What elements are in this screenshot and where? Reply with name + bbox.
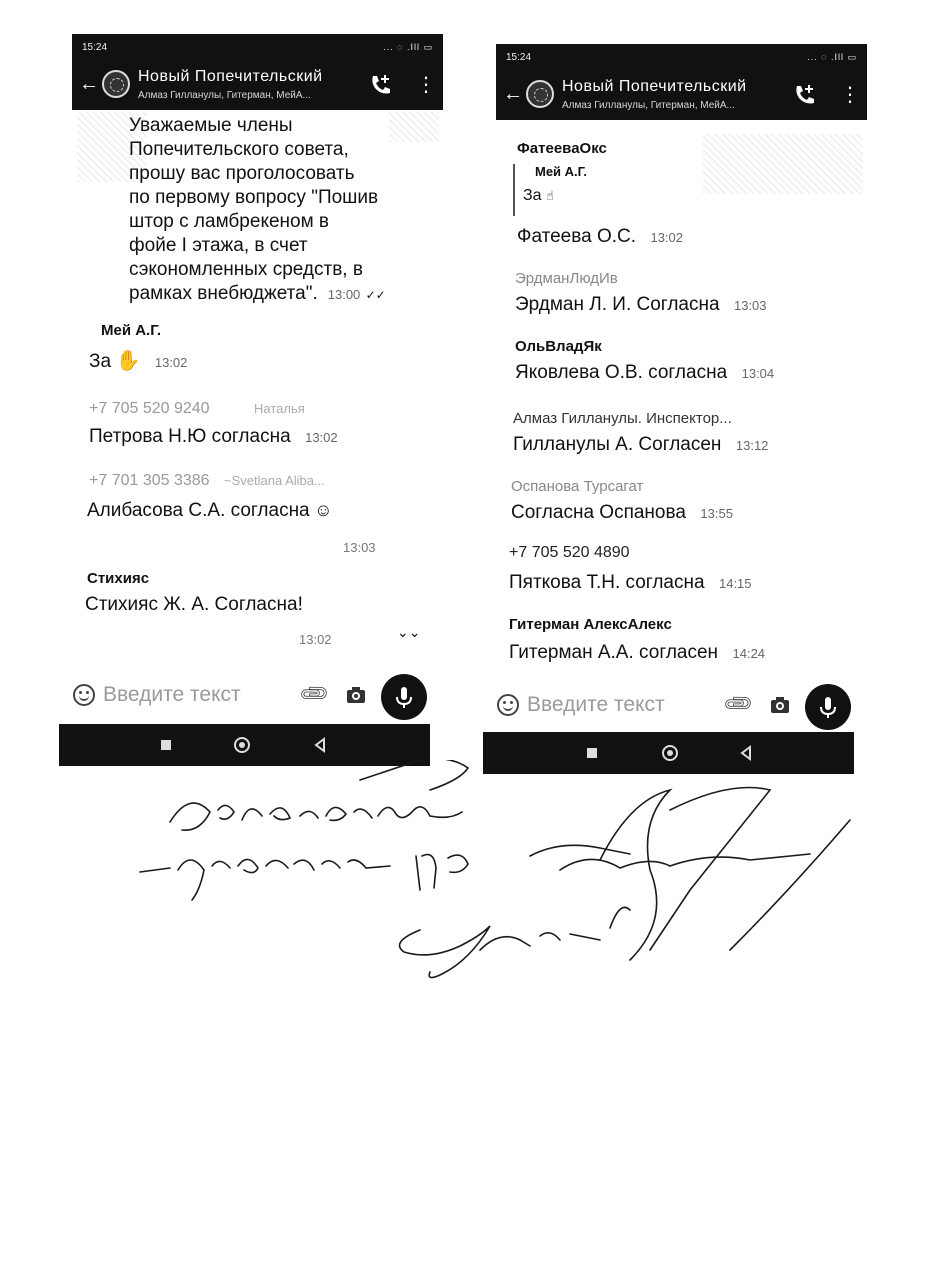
scan-noise (703, 134, 863, 194)
quote-text: За (523, 187, 542, 204)
back-triangle-icon[interactable] (311, 736, 329, 754)
message-bubble[interactable] (509, 616, 672, 633)
home-icon[interactable] (233, 736, 251, 754)
message-time: 13:03 (733, 298, 767, 313)
mic-button[interactable] (381, 674, 427, 720)
message-line: фойе I этажа, в счет (129, 235, 308, 256)
chat-title[interactable]: Новый Попечительский (138, 68, 323, 85)
sender-name: ФатееваОкс (517, 140, 607, 157)
message-body (513, 434, 768, 456)
quoted-reply[interactable] (513, 164, 587, 216)
emoji-icon: ☺ (314, 500, 333, 520)
message-body (509, 572, 752, 594)
message-body (85, 594, 303, 616)
message-list (483, 124, 867, 684)
message-text: Гилланулы А. Согласен (513, 434, 722, 455)
sender-name: Алмаз Гилланулы. Инспектор... (513, 410, 732, 427)
message-body (515, 294, 767, 316)
message-text: Яковлева О.В. согласна (515, 362, 728, 383)
sender-name: Мей А.Г. (101, 322, 162, 339)
read-ticks-icon: ✓✓ (365, 288, 386, 302)
message-bubble[interactable] (509, 544, 630, 562)
message-list (59, 112, 443, 672)
message-text: Согласна Оспанова (511, 502, 686, 523)
handwritten-signature (130, 760, 870, 990)
sender-name: Гитерман АлексАлекс (509, 616, 672, 633)
message-time: 13:00 (327, 287, 361, 302)
chat-title[interactable]: Новый Попечительский (562, 78, 747, 95)
add-call-icon[interactable] (792, 82, 818, 108)
message-bubble[interactable] (87, 570, 149, 587)
input-bar (59, 674, 443, 726)
message-bubble[interactable] (89, 472, 325, 490)
message-bubble[interactable] (129, 114, 429, 307)
more-vert-icon[interactable]: ⋮ (840, 84, 860, 106)
message-bubble[interactable] (101, 322, 161, 339)
message-line: рамках внебюджета". (129, 283, 318, 304)
chat-header (496, 70, 867, 120)
message-text: Фатеева О.С. (517, 226, 637, 247)
chat-header (72, 60, 443, 110)
sender-name: Оспанова Турсагат (511, 478, 644, 495)
message-line: по первому вопросу "Пошив (129, 187, 379, 208)
emoji-icon[interactable] (497, 694, 519, 716)
message-text: Алибасова С.А. согласна (87, 500, 310, 521)
pointing-up-icon: ☝ (546, 188, 554, 203)
message-body (511, 502, 733, 524)
message-text: Гитерман А.А. согласен (509, 642, 719, 663)
sender-phone: +7 705 520 4890 (509, 544, 630, 561)
raised-hand-icon: ✋ (115, 350, 141, 372)
message-body (89, 426, 338, 448)
message-body (509, 642, 765, 664)
message-text: Эрдман Л. И. Согласна (515, 294, 720, 315)
status-time: 15:24 (82, 41, 108, 53)
more-vert-icon[interactable]: ⋮ (416, 74, 436, 96)
status-bar (496, 44, 867, 70)
message-bubble[interactable] (517, 140, 607, 157)
message-input[interactable] (103, 680, 283, 710)
back-arrow-icon[interactable]: ← (503, 83, 523, 105)
scroll-down-icon[interactable]: ⌄⌄ (397, 624, 421, 640)
sender-phone: +7 701 305 3386 (89, 472, 210, 489)
message-bubble[interactable] (515, 270, 618, 287)
emoji-icon[interactable] (73, 684, 95, 706)
message-bubble[interactable] (511, 478, 643, 495)
message-time: 13:02 (650, 230, 684, 245)
message-body (87, 500, 332, 522)
message-time: 13:02 (305, 430, 338, 445)
chat-screenshot-right (483, 44, 867, 776)
mic-icon (805, 684, 851, 730)
message-line: сэкономленных средств, в (129, 259, 363, 280)
message-bubble[interactable] (89, 400, 305, 418)
message-text: Стихияс Ж. А. Согласна! (85, 594, 303, 615)
chat-members[interactable]: Алмаз Гилланулы, Гитерман, МейА... (562, 100, 735, 111)
quote-sender: Мей А.Г. (535, 164, 588, 179)
mic-icon (381, 674, 427, 720)
message-time: 14:15 (718, 576, 752, 591)
sender-alias: Наталья (254, 401, 305, 416)
sender-name: ОльВладЯк (515, 338, 602, 355)
message-line: штор с ламбрекеном в (129, 211, 330, 232)
message-body (89, 348, 187, 373)
camera-icon[interactable] (769, 694, 791, 716)
sender-name: Стихияс (87, 570, 150, 587)
group-avatar[interactable] (526, 80, 554, 108)
message-time: 13:02 (154, 355, 188, 370)
message-text: Петрова Н.Ю согласна (89, 426, 291, 447)
message-line: прошу вас проголосовать (129, 163, 355, 184)
attach-paperclip-icon[interactable]: 📎︎ (298, 677, 332, 711)
message-time: 13:03 (343, 540, 376, 555)
message-text: За (89, 351, 112, 372)
sender-name: ЭрдманЛюдИв (515, 270, 618, 287)
sender-phone: +7 705 520 9240 (89, 400, 210, 417)
back-arrow-icon[interactable]: ← (79, 73, 99, 95)
message-input[interactable] (527, 690, 707, 720)
message-time: 13:55 (700, 506, 733, 521)
chat-screenshot-left (59, 34, 443, 764)
message-body (515, 362, 774, 384)
message-line: Попечительского совета, (129, 139, 349, 160)
add-call-icon[interactable] (368, 72, 394, 98)
message-bubble[interactable] (513, 410, 732, 427)
status-icons: ... ◌ .Ill ▭ (807, 51, 857, 62)
chat-members[interactable]: Алмаз Гилланулы, Гитерман, МейА... (138, 90, 311, 101)
recent-apps-icon[interactable] (157, 736, 175, 754)
attach-paperclip-icon[interactable]: 📎︎ (722, 687, 756, 721)
message-time: 14:24 (732, 646, 766, 661)
message-time: 13:04 (741, 366, 775, 381)
input-bar (483, 684, 867, 736)
message-text: Пяткова Т.Н. согласна (509, 572, 705, 593)
message-time: 13:12 (735, 438, 769, 453)
group-avatar[interactable] (102, 70, 130, 98)
sender-alias: ~Svetlana Aliba... (224, 473, 325, 488)
status-icons: ... ◌ .Ill ▭ (383, 41, 433, 52)
message-time: 13:02 (299, 632, 332, 647)
camera-icon[interactable] (345, 684, 367, 706)
message-bubble[interactable] (515, 338, 602, 355)
status-time: 15:24 (506, 51, 532, 63)
message-body (517, 226, 683, 248)
status-bar (72, 34, 443, 60)
message-line: Уважаемые члены (129, 115, 293, 136)
mic-button[interactable] (805, 684, 851, 730)
